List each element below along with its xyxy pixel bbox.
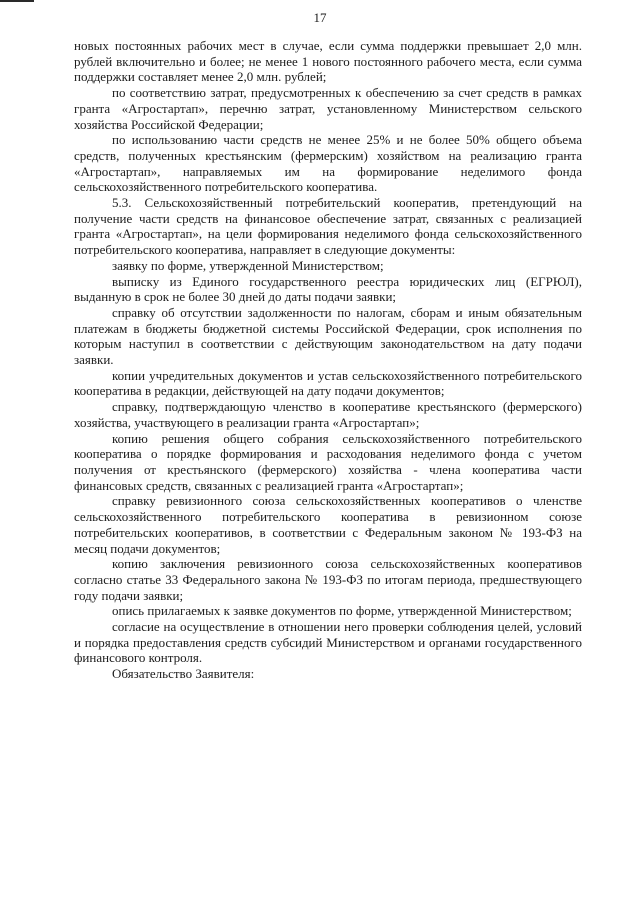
list-item: опись прилагаемых к заявке документов по форме, утвержденной Министерством; [112,603,572,619]
subheading: Обязательство Заявителя: [112,666,255,682]
paragraph: новых постоянных рабочих мест в случае, если сумма поддержки превышает 2,0 млн. рублей включительно и более; не менее 1 нового постоянного рабочего места, если сумма поддержки составляет менее 2,0 млн. рублей; [74,38,582,85]
paragraph: по соответствию затрат, предусмотренных к обеспечению за счет средств в рамках гранта «Агростартап», перечню затрат, установленному Министерством сельского хозяйства Российской Федерации; [74,85,582,132]
list-item: справку об отсутствии задолженности по налогам, сборам и иным обязательным платежам в бюджеты бюджетной системы Российской Федерации, срок исполнения по которым наступил в соответствии с действующим законодательством на дату подачи заявки. [74,304,582,368]
list-item: копию заключения ревизионного союза сельскохозяйственных кооперативов согласно статье 33 Федерального закона № 193-ФЗ по итогам периода, предшествующего году подачи заявки; [74,556,582,603]
paragraph: по использованию части средств не менее 25% и не более 50% общего объема средств, полученных крестьянским (фермерским) хозяйством на реализацию гранта «Агростартап», направляемых им на формирование неделимого фонда сельскохозяйственного потребительского кооператива. [74,132,582,195]
list-item: согласие на осуществление в отношении него проверки соблюдения целей, условий и порядка предоставления средств субсидий Министерством и органами государственного финансового контроля. [74,619,582,666]
list-item: копию решения общего собрания сельскохозяйственного потребительского кооператива о порядке формирования и расходования неделимого фонда с учетом получения от крестьянского (фермерского) хозяйства - члена кооператива части финансовых средств, связанных с реализацией гранта «Агростартап»; [74,430,582,493]
list-item: справку, подтверждающую членство в кооперативе крестьянского (фермерского) хозяйства, участвующего в реализации гранта «Агростартап»; [74,399,582,430]
list-item: выписку из Единого государственного реестра юридических лиц (ЕГРЮЛ), выданную в срок не более 30 дней до даты подачи заявки; [74,273,582,305]
page-number: 17 [313,10,327,25]
document-body [74,38,582,682]
list-item: заявку по форме, утвержденной Министерством; [112,257,384,273]
section-paragraph: 5.3. Сельскохозяйственный потребительский кооператив, претендующий на получение части средств на финансовое обеспечение затрат, связанных с реализацией гранта «Агростартап», на цели формирования неделимого фонда сельскохозяйственного потребительского кооператива, направляет в следующие документы: [74,195,582,258]
list-item: справку ревизионного союза сельскохозяйственных кооперативов о членстве сельскохозяйственного потребительского кооператива в ревизионном союзе потребительских кооперативов, в соответствии с Федеральным законом № 193-ФЗ на месяц подачи документов; [74,493,582,556]
scan-edge-mark [0,0,34,2]
list-item: копии учредительных документов и устав сельскохозяйственного потребительского кооператива в редакции, действующей на дату подачи документов; [74,367,582,399]
